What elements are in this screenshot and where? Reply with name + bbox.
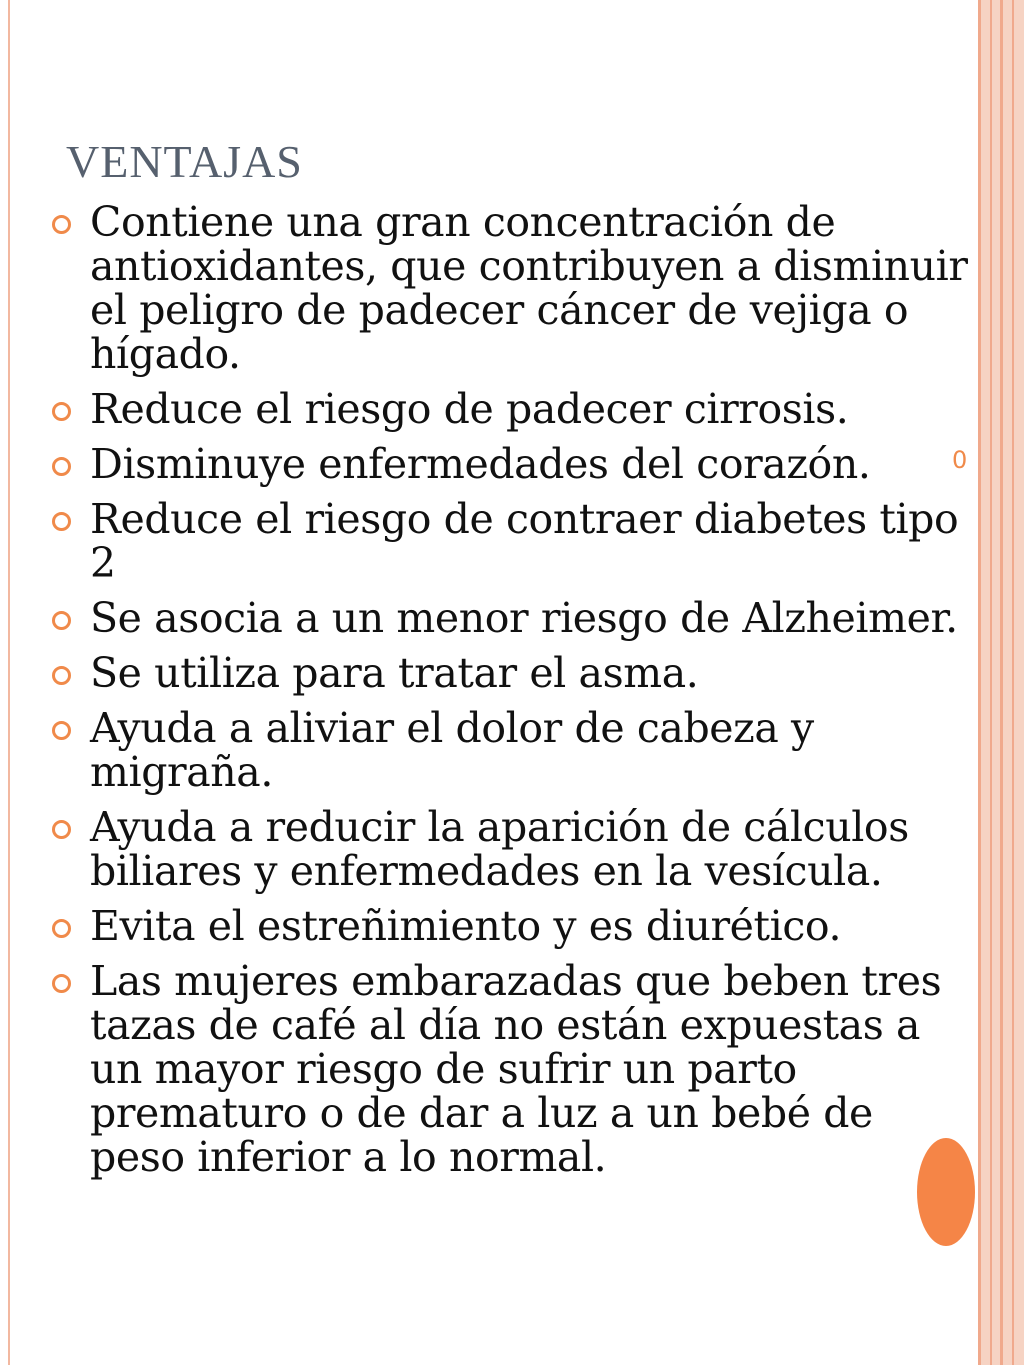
bullet-icon (52, 820, 71, 839)
right-decorative-border (978, 0, 1024, 1365)
list-item (46, 706, 976, 794)
bullet-icon (52, 974, 71, 993)
bullet-icon (52, 215, 71, 234)
list-item (46, 442, 976, 486)
list-item-text: Reduce el riesgo de padecer cirrosis. (90, 385, 849, 433)
list-item (46, 805, 976, 893)
bullet-icon (52, 402, 71, 421)
bullet-icon (52, 666, 71, 685)
list-item-text: Disminuye enfermedades del corazón. (90, 440, 871, 488)
bullet-icon (52, 919, 71, 938)
list-item-text: Reduce el riesgo de contraer diabetes tipo 2 (90, 495, 959, 587)
left-border-line (8, 0, 10, 1365)
list-item (46, 596, 976, 640)
list-item-text: Se utiliza para tratar el asma. (90, 649, 699, 697)
bullet-icon (52, 611, 71, 630)
list-item (46, 200, 976, 376)
bullet-icon (52, 721, 71, 740)
list-item-text: Contiene una gran concentración de antioxidantes, que contribuyen a disminuir el peligro de padecer cáncer de vejiga o hígado. (90, 198, 968, 378)
list-item-text: Las mujeres embarazadas que beben tres tazas de café al día no están expuestas a un mayor riesgo de sufrir un parto prematuro o de dar a luz a un bebé de peso inferior a lo normal. (90, 957, 942, 1181)
list-item-text: Evita el estreñimiento y es diurético. (90, 902, 842, 950)
list-item (46, 497, 976, 585)
list-item (46, 904, 976, 948)
bullet-icon (52, 457, 71, 476)
slide-title: VENTAJAS (66, 136, 303, 187)
list-item-text: Ayuda a reducir la aparición de cálculos biliares y enfermedades en la vesícula. (90, 803, 909, 895)
decorative-oval (917, 1138, 975, 1246)
bullet-list (46, 200, 976, 1190)
list-item (46, 387, 976, 431)
slide-number: 0 (952, 446, 968, 474)
bullet-icon (52, 512, 71, 531)
list-item (46, 959, 976, 1179)
list-item-text: Se asocia a un menor riesgo de Alzheimer. (90, 594, 958, 642)
list-item (46, 651, 976, 695)
list-item-text: Ayuda a aliviar el dolor de cabeza y migraña. (90, 704, 814, 796)
